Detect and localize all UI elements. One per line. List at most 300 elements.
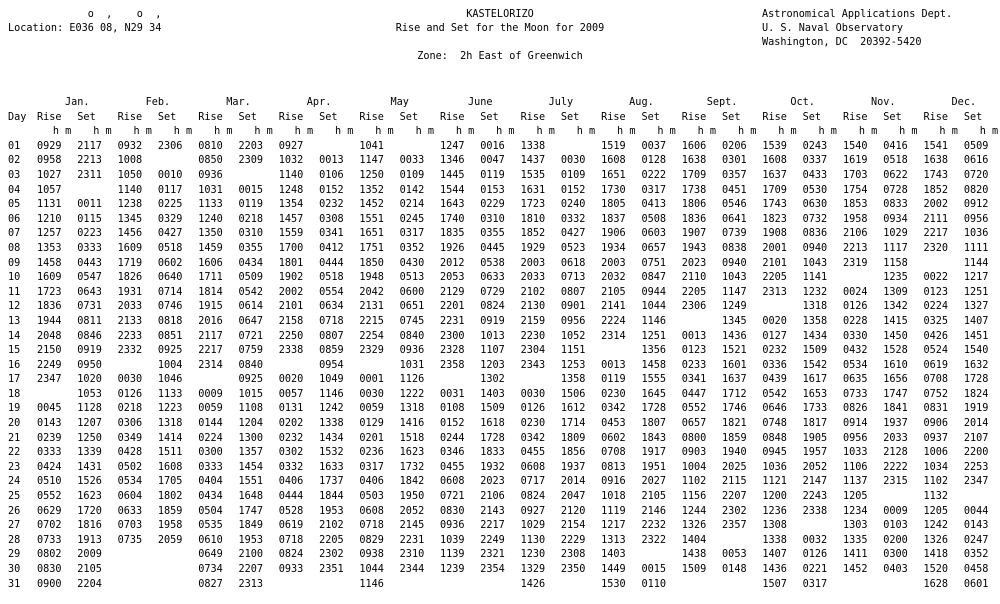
rise-hm-label: h m (778, 126, 797, 138)
month-cell-group (359, 315, 440, 330)
month-cell-group (924, 475, 1000, 490)
rise-time: 0346 (439, 447, 465, 459)
rise-time: 1711 (198, 272, 223, 284)
month-cell-group (843, 446, 924, 461)
set-time: 0445 (480, 242, 505, 254)
set-time: 1637 (722, 374, 747, 386)
month-cell-group (440, 154, 521, 169)
set-time: 0634 (319, 301, 344, 313)
month-cell-group (924, 257, 1000, 272)
set-header: Set (157, 111, 177, 123)
rise-time: 0900 (37, 578, 62, 590)
month-cell-group (359, 534, 440, 549)
month-cell-group (601, 344, 682, 359)
set-time: 1357 (238, 447, 264, 459)
rise-time: 2117 (198, 330, 223, 342)
month-cell-group (37, 373, 118, 388)
rise-time: 2111 (923, 213, 949, 225)
rise-time: 1823 (762, 213, 787, 225)
set-time: 0934 (883, 213, 908, 225)
set-time: 0337 (802, 155, 828, 167)
month-cell-group (118, 169, 199, 184)
rise-time: 2042 (359, 286, 384, 298)
month-cell-group (521, 432, 602, 447)
set-time: 1821 (722, 418, 747, 430)
rise-time: 1608 (762, 155, 787, 167)
set-time: 1540 (963, 345, 989, 357)
month-cell-group (440, 242, 521, 257)
month-cell-group (521, 359, 602, 374)
set-time: 2302 (722, 505, 747, 517)
set-time: 1126 (399, 374, 425, 386)
month-cell-group (198, 198, 279, 213)
set-time: 1728 (641, 403, 666, 415)
rise-time: 0336 (762, 359, 787, 371)
rise-time: 0929 (37, 140, 62, 152)
month-label: Apr. (306, 97, 332, 108)
day-number: 25 (8, 491, 21, 503)
rise-time: 1137 (842, 476, 868, 488)
rise-time: 2233 (117, 330, 143, 342)
set-time: 1015 (238, 388, 264, 400)
month-cell-group (601, 548, 682, 563)
rise-time: 0202 (278, 418, 304, 430)
month-cell-group (198, 169, 279, 184)
rise-time (762, 300, 802, 315)
set-time: 2306 (157, 140, 183, 152)
month-cell-group (359, 446, 440, 461)
set-time: 1849 (238, 520, 264, 532)
month-subheader (521, 111, 602, 126)
month-cell-group (359, 432, 440, 447)
month-cell-group (521, 446, 602, 461)
month-cell-group (279, 359, 360, 374)
month-cell-group (359, 154, 440, 169)
rise-time: 0502 (117, 461, 143, 473)
set-time: 1833 (480, 447, 505, 459)
set-time: 2357 (722, 520, 747, 532)
month-cell-group (37, 257, 118, 272)
rise-time: 0230 (601, 388, 626, 400)
month-cell-group (762, 432, 843, 447)
rise-time: 0718 (359, 520, 384, 532)
rise-time: 0447 (681, 388, 707, 400)
rise-time: 2129 (439, 286, 465, 298)
month-cell-group (198, 359, 279, 374)
rise-header: Rise (117, 111, 143, 123)
set-time: 0126 (802, 549, 828, 561)
set-time: 0614 (238, 301, 264, 313)
rise-time: 1200 (762, 491, 787, 503)
rise-time: 2102 (520, 286, 546, 298)
set-time: 1253 (560, 359, 586, 371)
rise-hm-label: h m (455, 126, 475, 138)
month-label: Sept. (706, 97, 738, 108)
set-hm-label: h m (576, 126, 596, 138)
set-time: 0618 (560, 257, 586, 269)
set-time: 1856 (560, 447, 586, 459)
set-time: 1043 (802, 257, 828, 269)
rise-hm-label: h m (52, 126, 72, 138)
rise-time: 0927 (520, 505, 546, 517)
set-time: 0143 (963, 520, 989, 532)
rise-time: 1458 (37, 257, 62, 269)
table-row (8, 169, 1000, 184)
set-time: 2027 (641, 476, 666, 488)
month-cell-group (118, 213, 199, 228)
month-cell-group (37, 169, 118, 184)
month-cell-group (924, 184, 1000, 199)
rise-time: 1008 (117, 155, 143, 167)
month-subheader (682, 111, 763, 126)
rise-time: 1944 (37, 315, 62, 327)
set-time: 0403 (883, 564, 908, 575)
month-cell-group (682, 402, 763, 417)
month-label: July (548, 97, 574, 108)
rise-time: 1459 (198, 242, 223, 254)
set-time: 0840 (238, 359, 264, 371)
month-cell-group (601, 140, 682, 155)
rise-time: 0903 (681, 447, 707, 459)
rise-time: 0800 (681, 432, 707, 444)
set-time: 1932 (480, 461, 505, 473)
rise-time: 0300 (198, 447, 223, 459)
month-cell-group (843, 373, 924, 388)
rise-time: 2002 (923, 199, 949, 211)
set-time: 1043 (722, 272, 747, 284)
set-time: 0950 (77, 359, 102, 371)
day-number: 14 (8, 330, 21, 342)
rise-time: 0342 (601, 403, 626, 415)
rise-time: 0936 (439, 520, 465, 532)
rise-time: 1326 (681, 520, 707, 532)
month-cell-group (198, 344, 279, 359)
rise-time: 0152 (439, 418, 465, 430)
rise-time: 0718 (278, 534, 304, 546)
month-cell-group (359, 402, 440, 417)
table-row (8, 271, 1000, 286)
rise-time: 0733 (37, 534, 62, 546)
month-label: Jan. (65, 97, 90, 108)
month-cell-group (843, 461, 924, 476)
day-number: 22 (8, 447, 21, 459)
month-hm (118, 125, 199, 140)
rise-time: 0657 (681, 418, 707, 430)
month-cell-group (521, 286, 602, 301)
month-cell-group (279, 388, 360, 403)
month-cell-group (37, 548, 118, 563)
set-time: 0412 (319, 242, 344, 254)
month-cell-group (37, 140, 118, 155)
set-time: 0015 (641, 564, 666, 575)
month-cell-group (198, 388, 279, 403)
set-time: 0846 (77, 330, 102, 342)
rise-time: 1700 (278, 242, 304, 254)
month-cell-group (843, 388, 924, 403)
set-time: 1403 (480, 388, 505, 400)
month-cell-group (521, 330, 602, 345)
rise-time: 1814 (198, 286, 223, 298)
set-hm-label: h m (254, 126, 273, 138)
rise-time: 1102 (923, 476, 949, 488)
rise-time (682, 578, 722, 593)
rise-time: 1907 (681, 228, 707, 240)
month-cell-group (762, 242, 843, 257)
set-time: 1919 (963, 403, 989, 415)
month-cell-group (762, 300, 843, 315)
rise-header: Rise (601, 111, 626, 123)
month-cell-group (279, 257, 360, 272)
set-time: 0820 (963, 184, 989, 196)
rise-time: 1445 (439, 169, 465, 181)
rise-time: 1133 (198, 199, 223, 211)
rise-time: 1723 (520, 199, 546, 211)
set-time: 0011 (77, 199, 102, 211)
month-subheader (37, 111, 118, 126)
rise-time: 1541 (923, 140, 949, 152)
rise-time: 1609 (117, 242, 143, 254)
month-cell-group (521, 490, 602, 505)
set-time: 0824 (480, 301, 505, 313)
table-row (8, 505, 1000, 520)
rise-time: 2215 (359, 315, 384, 327)
table-row (8, 548, 1000, 563)
rise-time: 1032 (278, 155, 304, 167)
month-cell-group (924, 198, 1000, 213)
rise-time: 2358 (439, 359, 465, 371)
rise-time: 1131 (37, 199, 62, 211)
rise-time: 0031 (439, 388, 465, 400)
set-time: 1356 (641, 345, 666, 357)
table-row (8, 432, 1000, 447)
set-time: 1528 (883, 345, 908, 357)
month-cell-group (762, 578, 843, 593)
month-cell-group (118, 534, 199, 549)
set-time: 0901 (560, 301, 586, 313)
month-cell-group (762, 388, 843, 403)
rise-time: 1121 (762, 476, 787, 488)
rise-time: 1353 (37, 242, 62, 254)
month-cell-group (37, 461, 118, 476)
set-time: 1859 (722, 432, 747, 444)
rise-time: 1801 (278, 257, 304, 269)
month-cell-group (279, 184, 360, 199)
set-time: 0944 (641, 286, 666, 298)
set-time: 0718 (319, 315, 344, 327)
rise-time: 0937 (923, 432, 949, 444)
set-time: 0444 (319, 257, 344, 269)
set-time: 0838 (722, 242, 747, 254)
set-time: 2310 (399, 549, 425, 561)
set-time: 0310 (238, 228, 264, 240)
set-time: 2204 (77, 578, 102, 590)
month-cell-group (118, 461, 199, 476)
month-cell-group (440, 169, 521, 184)
set-hm-label: h m (899, 126, 918, 138)
set-time: 1953 (319, 505, 344, 517)
month-cell-group (521, 300, 602, 315)
set-time: 1843 (641, 432, 666, 444)
set-time: 0352 (963, 549, 989, 561)
rise-time: 0432 (842, 345, 868, 357)
set-time: 1618 (480, 418, 505, 430)
set-time: 1036 (963, 228, 989, 240)
month-cell-group (37, 563, 118, 578)
rise-time: 0045 (37, 403, 62, 415)
set-time: 1824 (963, 388, 989, 400)
set-time: 0427 (157, 228, 183, 240)
month-cell-group (924, 300, 1000, 315)
rise-time: 0646 (762, 403, 787, 415)
rise-time: 0022 (923, 272, 949, 284)
set-time (641, 548, 681, 563)
rise-time: 0228 (842, 315, 868, 327)
rise-time: 1551 (359, 213, 384, 225)
month-cell-group (601, 271, 682, 286)
set-hm-label: h m (415, 126, 434, 138)
set-time: 2100 (238, 549, 264, 561)
day-number: 16 (8, 359, 21, 371)
set-time: 2308 (560, 549, 586, 561)
set-header: Set (560, 111, 580, 123)
month-cell-group (682, 198, 763, 213)
rise-time: 1638 (923, 155, 949, 167)
set-time: 2217 (480, 520, 505, 532)
month-cell-group (440, 446, 521, 461)
rise-time: 2300 (439, 330, 465, 342)
month-cell-group (359, 417, 440, 432)
day-number: 08 (8, 242, 21, 254)
set-time (158, 548, 198, 563)
rise-time: 2250 (278, 330, 304, 342)
rise-time: 0830 (37, 564, 62, 575)
set-time: 2231 (399, 534, 425, 546)
table-row (8, 184, 1000, 199)
rise-time: 0426 (923, 330, 949, 342)
rise-time: 0020 (762, 315, 787, 327)
rise-hm-label: h m (697, 126, 717, 138)
month-hm (440, 125, 521, 140)
set-time: 1031 (399, 359, 425, 371)
set-time: 2047 (560, 491, 586, 503)
rise-time: 1147 (359, 155, 384, 167)
rise-time: 1509 (681, 564, 707, 575)
rise-time: 1608 (601, 155, 626, 167)
set-time: 0633 (480, 272, 505, 284)
set-time: 0518 (319, 272, 344, 284)
month-cell-group (762, 402, 843, 417)
month-cell-group (843, 519, 924, 534)
month-hm (279, 125, 360, 140)
month-cell-group (843, 154, 924, 169)
month-cell-group (359, 490, 440, 505)
set-time: 0647 (238, 315, 264, 327)
set-time: 1844 (319, 491, 344, 503)
month-cell-group (359, 388, 440, 403)
set-time: 1235 (883, 272, 908, 284)
month-cell-group (762, 373, 843, 388)
month-subheader (601, 111, 682, 126)
rise-time: 2023 (681, 257, 707, 269)
month-cell-group (440, 475, 521, 490)
month-cell-group (118, 184, 199, 199)
set-time: 1809 (560, 432, 586, 444)
rise-time: 1236 (762, 505, 787, 517)
set-time: 2338 (802, 505, 828, 517)
rise-time (521, 373, 561, 388)
rise-time: 1934 (601, 242, 626, 254)
set-time: 0115 (77, 213, 102, 225)
month-cell-group (359, 300, 440, 315)
set-time: 0332 (560, 213, 586, 225)
set-time: 0508 (641, 213, 666, 225)
table-row (8, 257, 1000, 272)
rise-time: 1719 (117, 257, 143, 269)
month-cell-group (682, 257, 763, 272)
set-time: 0119 (238, 199, 264, 211)
month-cell-group (682, 519, 763, 534)
month-cell-group (440, 227, 521, 242)
month-cell-group (440, 461, 521, 476)
rise-time: 1948 (359, 272, 384, 284)
rise-time: 0224 (198, 432, 223, 444)
set-time: 1728 (480, 432, 505, 444)
rise-header: Rise (37, 111, 62, 123)
month-cell-group (118, 286, 199, 301)
table-row (8, 242, 1000, 257)
set-time: 1434 (802, 330, 828, 342)
month-cell-group (601, 242, 682, 257)
set-time: 2120 (560, 505, 586, 517)
set-time: 2117 (77, 140, 102, 152)
rise-time: 0933 (278, 564, 304, 575)
month-cell-group (843, 242, 924, 257)
zone-line: Zone: 2h East of Greenwich (417, 51, 583, 62)
rise-time: 0455 (439, 461, 465, 473)
set-time: 1859 (157, 505, 183, 517)
rise-time: 0649 (198, 549, 223, 561)
month-cell-group (279, 548, 360, 563)
month-label: Oct. (790, 97, 815, 108)
rise-time: 1018 (601, 491, 626, 503)
day-spacer (8, 125, 37, 140)
set-time (883, 578, 923, 593)
set-header: Set (319, 111, 338, 123)
set-time: 1436 (722, 330, 747, 342)
month-cell-group (601, 490, 682, 505)
month-cell-group (359, 198, 440, 213)
rise-time: 0001 (359, 374, 384, 386)
month-cell-group (843, 213, 924, 228)
rise-time: 1205 (842, 491, 868, 503)
month-cell-group (198, 140, 279, 155)
set-time: 1951 (641, 461, 666, 473)
rise-time: 0123 (681, 345, 707, 357)
set-header: Set (883, 111, 902, 123)
rise-time: 1029 (520, 520, 546, 532)
month-cell-group (37, 242, 118, 257)
set-time: 2128 (883, 447, 908, 459)
set-time: 1551 (238, 476, 264, 488)
rise-time: 1926 (439, 242, 465, 254)
set-time (400, 578, 440, 593)
month-cell-group (924, 359, 1000, 374)
set-time: 2354 (480, 564, 505, 575)
rise-time: 2033 (117, 301, 143, 313)
rise-time: 0126 (520, 403, 546, 415)
rise-time: 0748 (762, 418, 787, 430)
month-cell-group (37, 402, 118, 417)
